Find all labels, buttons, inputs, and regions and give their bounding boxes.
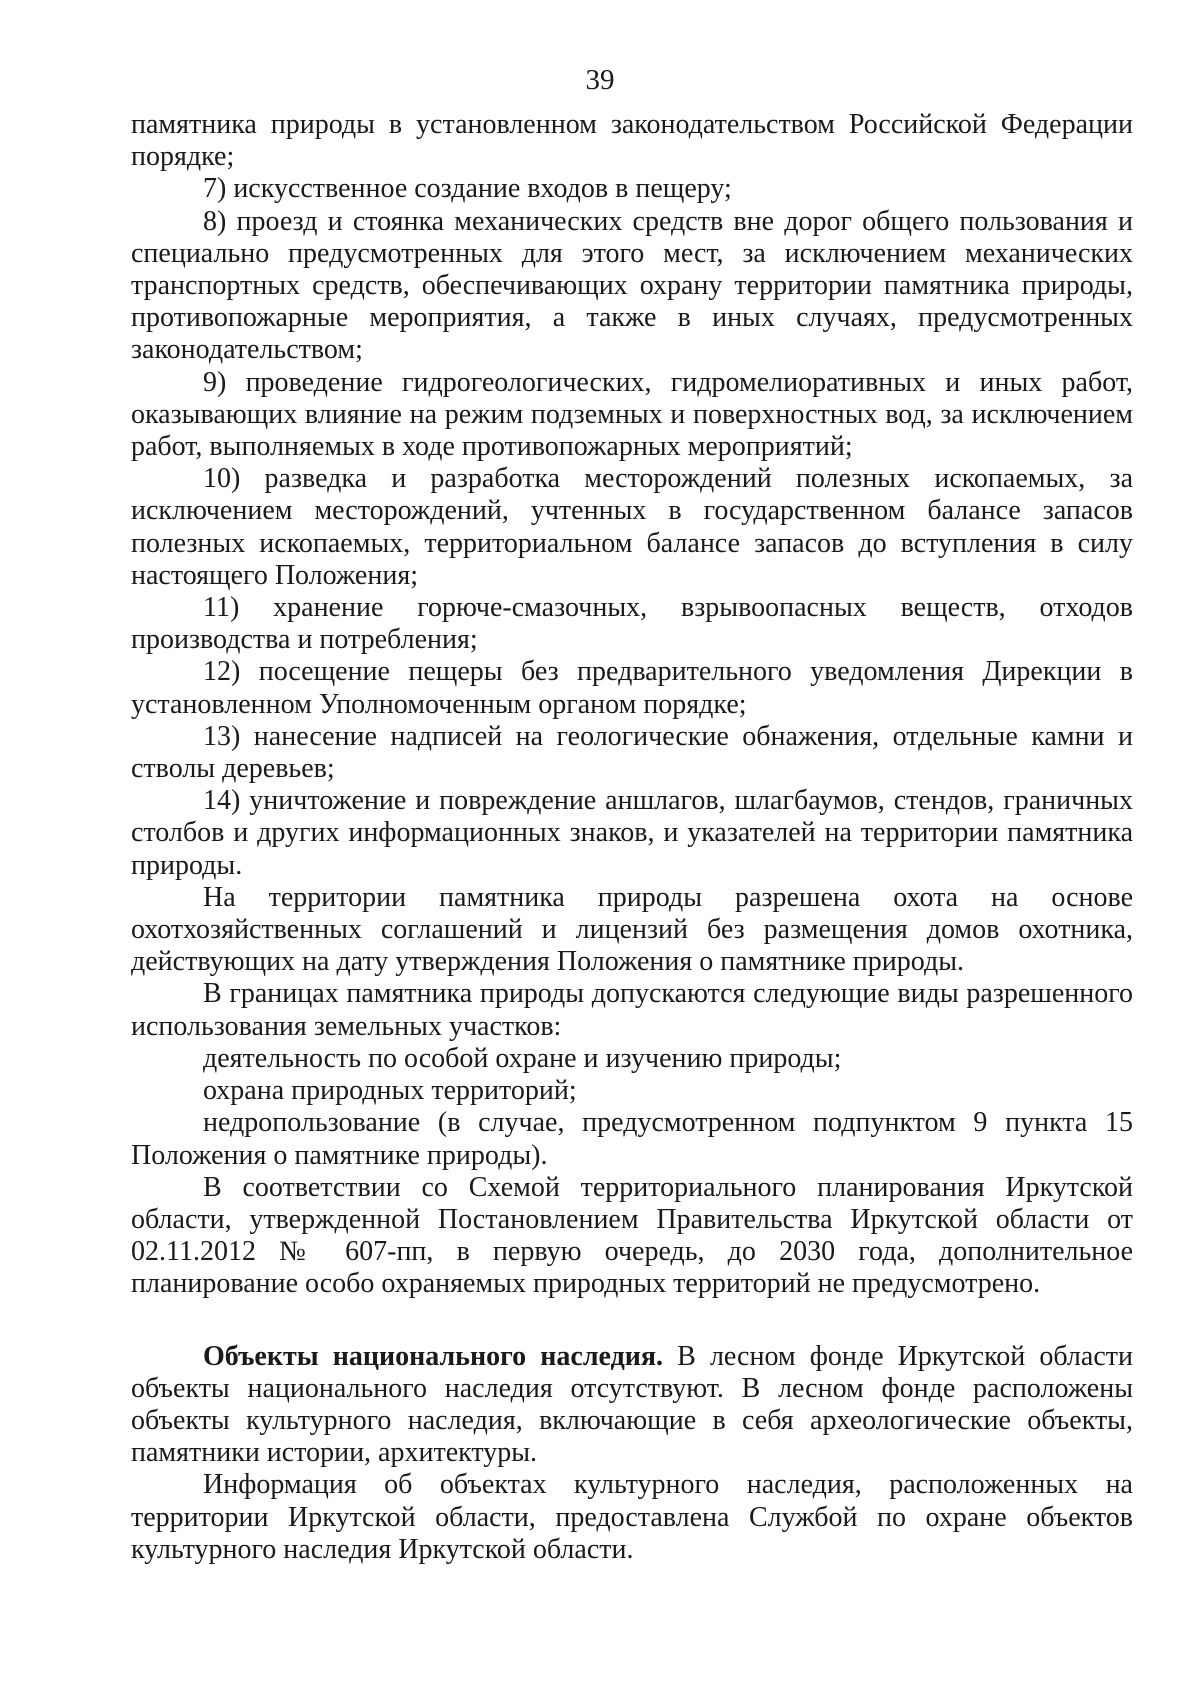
heritage-heading: Объекты национального наследия.: [203, 1340, 664, 1372]
heritage-info-paragraph: Информация об объектах культурного наследия, расположенных на территории Иркутской области, предоставлена Службой по охране объектов культурного наследия Иркутской области.: [131, 1469, 1133, 1565]
heritage-lead-text: В лесном фонде Иркутской области объекты национального наследия отсутствуют. В лесном фонде расположены объекты культурного наследия, включающие в себя археологические объекты, памятники истории, архитектуры.: [131, 1340, 1133, 1469]
paragraph: охрана природных территорий;: [203, 1075, 577, 1107]
paragraph: 9) проведение гидрогеологических, гидромелиоративных и иных работ, оказывающих влияние на режим подземных и поверхностных вод, за исключением работ, выполняемых в ходе противопожарных мероприятий;: [131, 366, 1133, 463]
paragraph: 13) нанесение надписей на геологические обнажения, отдельные камни и стволы деревьев;: [131, 720, 1133, 785]
paragraph: В соответствии со Схемой территориального планирования Иркутской области, утвержденной Постановлением Правительства Иркутской области от 02.11.2012 № 607-пп, в первую очередь, до 2030 года, дополнительное планирование особо охраняемых природных территорий не предусмотрено.: [131, 1171, 1133, 1300]
paragraph: деятельность по особой охране и изучению природы;: [203, 1042, 842, 1074]
paragraph: 12) посещение пещеры без предварительного уведомления Дирекции в установленном Уполномоченным органом порядке;: [131, 656, 1133, 720]
paragraph: В границах памятника природы допускаются следующие виды разрешенного использования земельных участков:: [131, 978, 1133, 1042]
paragraph: На территории памятника природы разрешена охота на основе охотхозяйственных соглашений и лицензий без размещения домов охотника, действующих на дату утверждения Положения о памятнике природы.: [131, 881, 1133, 978]
paragraph: 11) хранение горюче-смазочных, взрывоопасных веществ, отходов производства и потребления;: [131, 592, 1133, 656]
paragraph: 7) искусственное создание входов в пещеру;: [203, 173, 732, 205]
paragraph-list: [131, 109, 1133, 1301]
page-number: 39: [585, 64, 615, 96]
paragraph: 8) проезд и стоянка механических средств вне дорог общего пользования и специально предусмотренных для этого мест, за исключением механических транспортных средств, обеспечивающих охрану территории памятника природы, противопожарные мероприятия, а также в иных случаях, предусмотренных законодательством;: [131, 205, 1133, 366]
heritage-paragraph: [131, 1341, 1133, 1470]
document-body: [131, 109, 1133, 1566]
paragraph: 14) уничтожение и повреждение аншлагов, шлагбаумов, стендов, граничных столбов и других информационных знаков, и указателей на территории памятника природы.: [131, 785, 1133, 881]
paragraph: недропользование (в случае, предусмотренном подпунктом 9 пункта 15 Положения о памятнике природы).: [131, 1107, 1133, 1171]
paragraph: памятника природы в установленном законодательством Российской Федерации порядке;: [131, 109, 1133, 173]
section-gap: [131, 1301, 1133, 1341]
paragraph: 10) разведка и разработка месторождений полезных ископаемых, за исключением месторождений, учтенных в государственном балансе запасов полезных ископаемых, территориальном балансе запасов до вступления в силу настоящего Положения;: [131, 463, 1133, 591]
